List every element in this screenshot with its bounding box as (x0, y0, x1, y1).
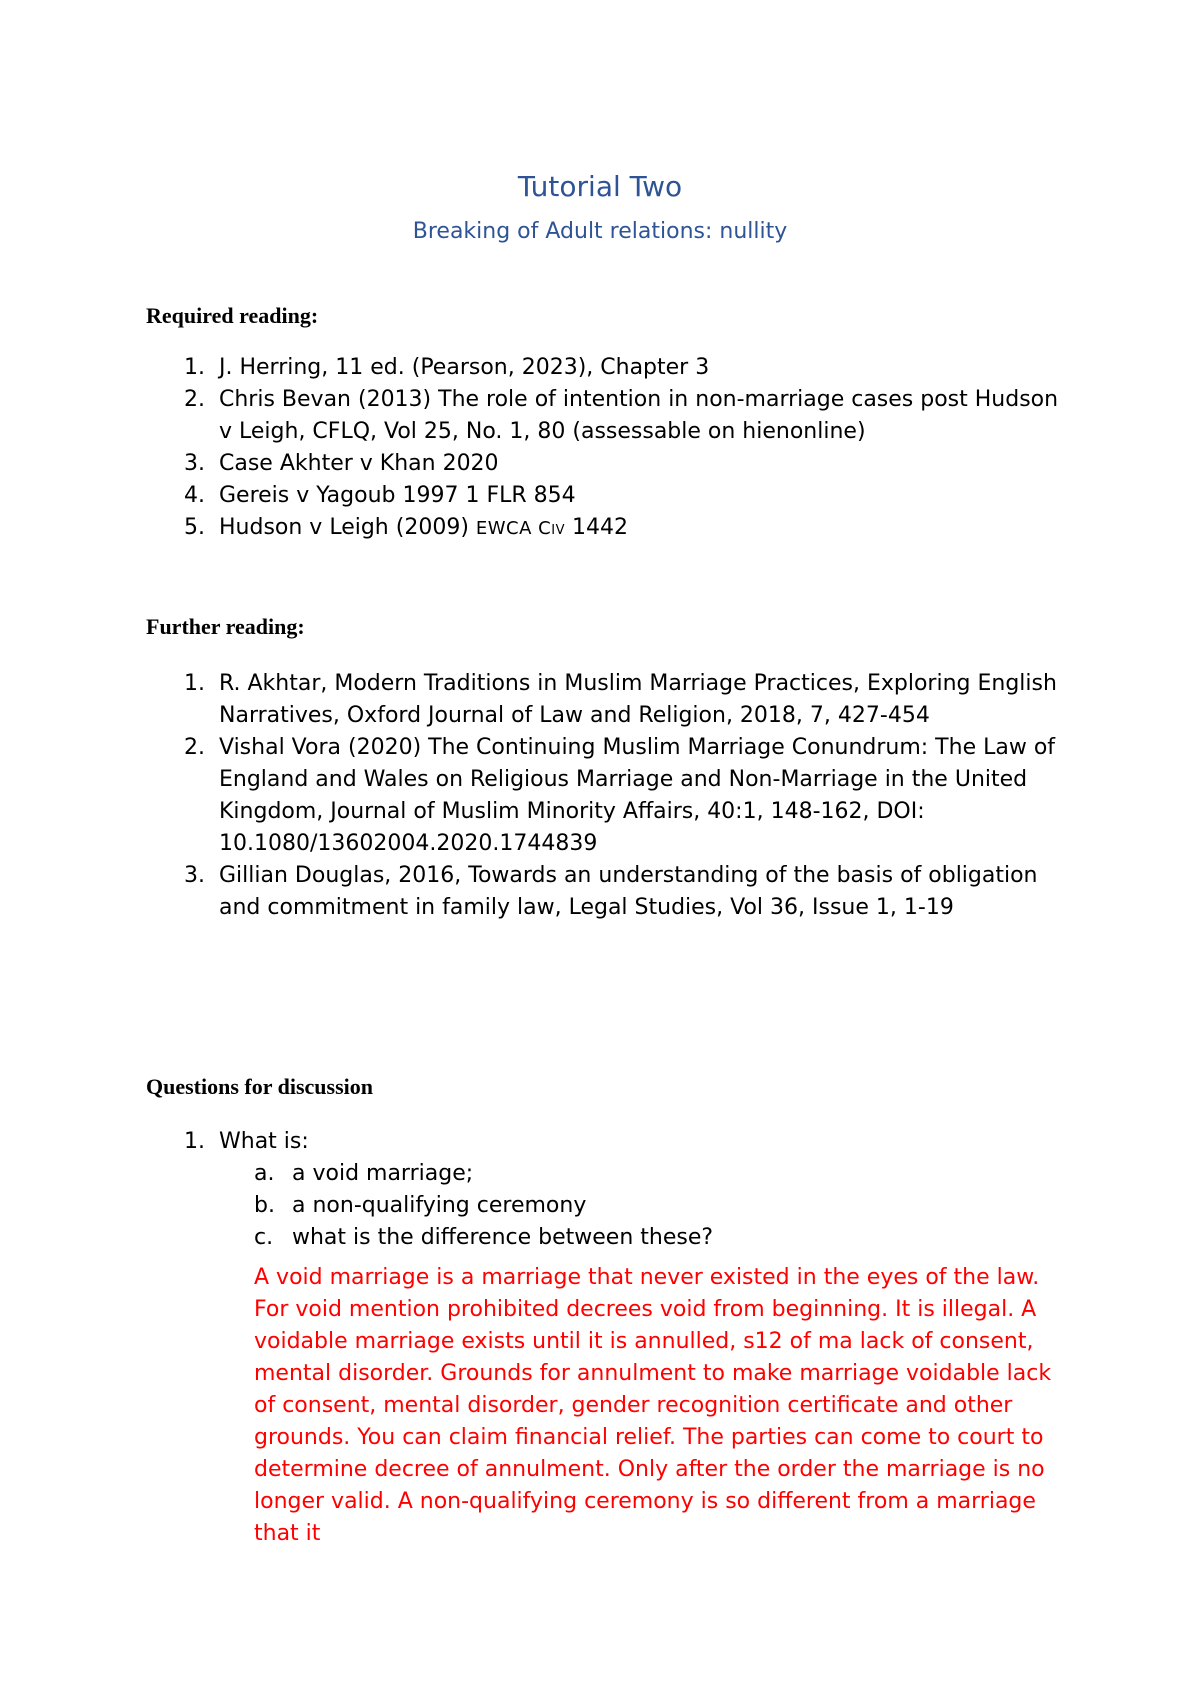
list-item (146, 512, 1076, 545)
question-text: What is: (219, 1129, 309, 1154)
list-item-text: R. Akhtar, Modern Traditions in Muslim Marriage Practices, Exploring English Narratives, Oxford Journal of Law and Religion, 2018, 7, 427-454 (219, 671, 1057, 728)
sub-question-text: a non-qualifying ceremony (292, 1193, 587, 1218)
questions-list (146, 1126, 1076, 1550)
further-reading-heading: Further reading: (146, 614, 305, 639)
sub-question-letter: c. (254, 1225, 274, 1250)
list-number: 1. (184, 355, 205, 380)
sub-question-item (254, 1158, 1076, 1190)
answer-paragraph: A void marriage is a marriage that never existed in the eyes of the law. For void mention prohibited decrees void from beginning. It is illegal. A voidable marriage exists until it is annulled, s12 of ma lack of consent, mental disorder. Grounds for annulment to make marriage voidable lack of consent, mental disorder, gender recognition certificate and other grounds. You can claim financial relief. The parties can come to court to determine decree of annulment. Only after the order the marriage is no longer valid. A non-qualifying ceremony is so different from a marriage that it (254, 1265, 1052, 1546)
list-item (146, 668, 1076, 732)
list-number: 2. (184, 735, 205, 760)
list-number: 2. (184, 387, 205, 412)
list-number: 3. (184, 451, 205, 476)
further-reading-list (146, 668, 1076, 924)
list-item-text: Gillian Douglas, 2016, Towards an understanding of the basis of obligation and commitment in family law, Legal Studies, Vol 36, Issue 1, 1-19 (219, 863, 1038, 920)
court-abbreviation: EWCA Civ (475, 518, 565, 539)
sub-question-letter: b. (254, 1193, 275, 1218)
sub-question-letter: a. (254, 1161, 275, 1186)
sub-question-text: a void marriage; (292, 1161, 474, 1186)
list-item (146, 860, 1076, 924)
answer-text (254, 1262, 1074, 1550)
list-number: 1. (184, 671, 205, 696)
document-title: Tutorial Two (517, 170, 683, 203)
question-item (146, 1126, 1076, 1550)
sub-question-list (254, 1158, 1076, 1254)
list-number: 5. (184, 515, 205, 540)
citation-text: Hudson v Leigh (2009) (219, 515, 476, 540)
list-item-text: Gereis v Yagoub 1997 1 FLR 854 (219, 483, 576, 508)
citation-number: 1442 (564, 515, 628, 540)
sub-question-text: what is the difference between these? (292, 1225, 714, 1250)
list-item-text: Vishal Vora (2020) The Continuing Muslim Marriage Conundrum: The Law of England and Wales on Religious Marriage and Non-Marriage in the United Kingdom, Journal of Muslim Minority Affairs, 40:1, 148-162, DOI: 10.1080/13602004.2020.1744839 (219, 735, 1056, 856)
list-item-text: Chris Bevan (2013) The role of intention in non-marriage cases post Hudson v Leigh, CFLQ, Vol 25, No. 1, 80 (assessable on hienonline) (219, 387, 1059, 444)
document-subtitle: Breaking of Adult relations: nullity (412, 219, 788, 244)
list-item (146, 732, 1076, 860)
sub-question-item (254, 1222, 1076, 1254)
required-reading-heading: Required reading: (146, 303, 319, 328)
list-number: 4. (184, 483, 205, 508)
list-item (146, 480, 1076, 512)
list-item-text (219, 515, 628, 540)
required-reading-list (146, 352, 1076, 545)
list-number: 1. (184, 1129, 205, 1154)
list-item (146, 384, 1076, 448)
sub-question-item (254, 1190, 1076, 1222)
list-item (146, 448, 1076, 480)
list-item-text: Case Akhter v Khan 2020 (219, 451, 499, 476)
list-number: 3. (184, 863, 205, 888)
list-item-text: J. Herring, 11 ed. (Pearson, 2023), Chapter 3 (219, 355, 710, 380)
list-item (146, 352, 1076, 384)
questions-heading: Questions for discussion (146, 1074, 373, 1099)
